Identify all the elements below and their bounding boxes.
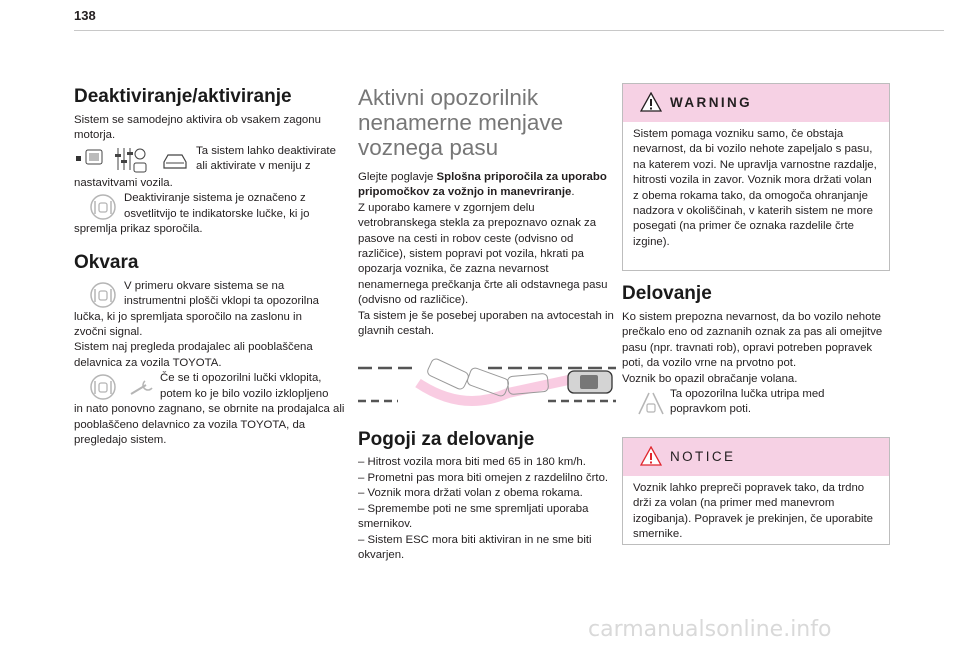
operation-paragraph-2: Voznik bo opazil obračanje volana. <box>622 372 798 385</box>
lane-indicator-icon <box>86 193 120 221</box>
notice-box <box>622 437 890 545</box>
column-3 <box>622 283 888 418</box>
warning-label: WARNING <box>670 95 753 110</box>
settings-menu-icons <box>74 146 192 176</box>
operation-paragraph: Ko sistem prepozna nevarnost, da bo vozilo nehote prečkalo eno od zaznanih oznak za pas ali omejitve pasu (npr. travnati rob), opravi potreben popravek poti, da vozilo vrne na prvotno pot. <box>622 311 883 370</box>
trajectory-arrow <box>418 379 573 401</box>
fault-line-a: V primeru okvare sistema se na <box>124 279 285 292</box>
list-item: – Hitrost vozila mora biti med 65 in 180 km/h. <box>358 456 586 469</box>
deactivation-title: Deaktiviranje/aktiviranje <box>74 86 292 107</box>
indicator-line-b: osvetlitvijo te indikatorske lučke, ki jo <box>124 207 310 220</box>
list-item: – Sistem ESC mora biti aktiviran in ne sme biti okvarjen. <box>358 533 592 561</box>
deact-line-a: Ta sistem lahko deaktivirate <box>196 144 336 157</box>
notice-header <box>623 438 889 476</box>
indicator-row <box>74 191 346 222</box>
fault-line-3b: potem ko je bilo vozilo izklopljeno <box>160 387 329 400</box>
wrench-icon <box>128 373 158 401</box>
indicator-line-a: Deaktiviranje sistema je označeno z <box>124 192 306 205</box>
see-chapter-link: Splošna priporočila za uporabo pripomočkov za vožnjo in manevriranje <box>358 171 607 199</box>
description-paragraph: Z uporabo kamere v zgornjem delu vetrobranskega stekla za prepoznavo oznak za pasove na cesti in robov ceste (odvisno od različice), sistem popravi pot vozila, hkrati pa opozarja voznika, če zazna nevarnost nenamernega prečkanja črte ali odstavnega pasu (odvisno od različice). <box>358 201 608 307</box>
deact-line-c: nastavitvami vozila. <box>74 176 173 189</box>
section-title: Aktivni opozorilnik nenamerne menjave voznega pasu <box>358 85 564 160</box>
notice-label: NOTICE <box>670 449 736 464</box>
fault-line-c: lučka, ki jo spremljata sporočilo na zaslonu in <box>74 310 302 323</box>
lane-assist-icon <box>636 390 666 416</box>
usage-paragraph: Ta sistem je še posebej uporaben na avtocestah in glavnih cestah. <box>358 309 614 338</box>
fault-line-d: zvočni signal. <box>74 326 143 339</box>
watermark: carmanualsonline.info <box>588 617 832 642</box>
lane-warning-icon <box>86 373 120 401</box>
operation-title: Delovanje <box>622 283 712 304</box>
fault-row <box>74 279 346 310</box>
fault-line-3a: Če se ti opozorilni lučki vklopita, <box>160 372 322 385</box>
flash-line-a: Ta opozorilna lučka utripa med <box>670 388 825 401</box>
see-chapter <box>358 170 616 201</box>
fault-line-3c: in nato ponovno zagnano, se obrnite na prodajalca ali pooblaščeno delavnico za vozila TOYOTA, da pregledajo sistem. <box>74 403 345 447</box>
warning-text: Sistem pomaga vozniku samo, če obstaja nevarnost, da bi vozilo nehote zapeljalo s pasu, na katerem vozi. Ne upravlja varnostne razdalje, hitrosti vozila in zavor. Voznik mora držati volan z obema rokama tako, da omogoča ohranjanje nadzora v okoliščinah, v katerih sistem ne more posegati (na primer če oznaka razdelile črte izgine). <box>633 128 877 248</box>
flash-row <box>622 387 888 418</box>
list-item: – Prometni pas mora biti omejen z razdelilno črto. <box>358 471 609 484</box>
indicator-line-c: spremlja prikaz sporočila. <box>74 223 203 236</box>
warning-icon <box>640 92 662 112</box>
warning-box <box>622 83 890 271</box>
list-item: – Spremembe poti ne sme spremljati uporaba smernikov. <box>358 502 589 531</box>
notice-text: Voznik lahko prepreči popravek tako, da trdno drži za volan (na primer med manevrom izogibanja). Popravek je prekinjen, če uporabite smernike. <box>633 482 873 541</box>
page-number: 138 <box>74 8 96 23</box>
fault-paragraph-2: Sistem naj pregleda prodajalec ali pooblaščena delavnica za vozila TOYOTA. <box>74 341 313 369</box>
warning-header <box>623 84 889 122</box>
see-prefix: Glejte poglavje <box>358 171 437 183</box>
column-2 <box>358 85 616 563</box>
list-item: – Voznik mora držati volan z obema rokama. <box>358 487 583 500</box>
deact-line-b: ali aktivirate v meniju z <box>196 160 311 173</box>
lane-fault-icon <box>86 281 120 309</box>
conditions-title: Pogoji za delovanje <box>358 429 535 451</box>
fault-title: Okvara <box>74 251 139 273</box>
fault-line-b: instrumentni plošči vklopi ta opozorilna <box>124 295 320 308</box>
lane-correction-illustration <box>358 351 616 415</box>
deactivation-paragraph: Sistem se samodejno aktivira ob vsakem zagonu motorja. <box>74 114 321 142</box>
top-rule <box>74 30 944 31</box>
flash-line-b: popravkom poti. <box>670 403 752 416</box>
fault-icons-row <box>74 371 346 402</box>
conditions-list <box>358 455 616 563</box>
settings-row <box>74 144 346 176</box>
caution-icon <box>640 446 662 466</box>
see-suffix: . <box>571 186 575 199</box>
column-1 <box>74 86 346 448</box>
